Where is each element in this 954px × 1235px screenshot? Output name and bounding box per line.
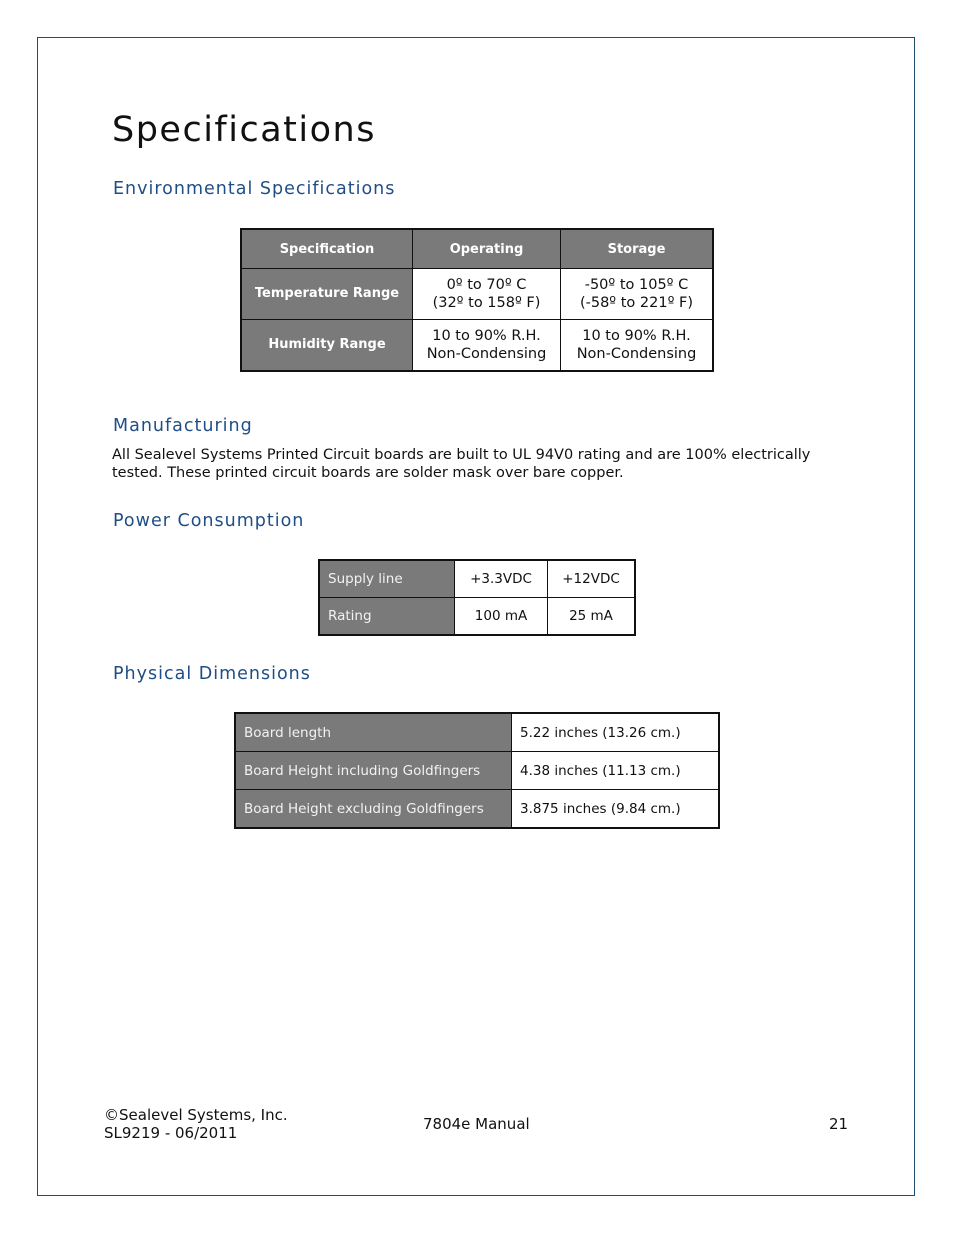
footer-page-number: 21 (829, 1115, 849, 1133)
table-cell: 25 mA (548, 598, 636, 636)
cell-line: 0º to 70º C (446, 277, 527, 293)
dimensions-heading: Physical Dimensions (113, 664, 311, 684)
table-row (235, 790, 719, 829)
footer-manual-title: 7804e Manual (423, 1115, 530, 1133)
column-header: Specification (241, 229, 413, 269)
table-row (235, 713, 719, 752)
power-table (318, 559, 636, 636)
row-header: Temperature Range (241, 269, 413, 320)
row-header: Board length (235, 713, 512, 752)
manufacturing-heading: Manufacturing (113, 416, 253, 436)
cell-line: 10 to 90% R.H. (582, 328, 691, 344)
dimensions-table (234, 712, 720, 829)
footer-doc-id: SL9219 - 06/2011 (104, 1124, 238, 1142)
row-header: Board Height excluding Goldfingers (235, 790, 512, 829)
power-heading: Power Consumption (113, 511, 305, 531)
cell-line: (-58º to 221º F) (579, 295, 694, 311)
table-cell: 5.22 inches (13.26 cm.) (512, 713, 720, 752)
table-row (319, 598, 635, 636)
table-cell: +3.3VDC (455, 560, 548, 598)
table-cell: 4.38 inches (11.13 cm.) (512, 752, 720, 790)
table-cell (413, 320, 561, 372)
environmental-heading: Environmental Specifications (113, 179, 396, 199)
row-header: Board Height including Goldfingers (235, 752, 512, 790)
table-header-row (241, 229, 713, 269)
cell-line: -50º to 105º C (584, 277, 689, 293)
table-cell (561, 269, 714, 320)
row-header: Rating (319, 598, 455, 636)
table-row (241, 320, 713, 372)
manufacturing-text: All Sealevel Systems Printed Circuit boards are built to UL 94V0 rating and are 100% electrically tested. These printed circuit boards are solder mask over bare copper. (112, 447, 811, 481)
table-cell: +12VDC (548, 560, 636, 598)
cell-line: 10 to 90% R.H. (432, 328, 541, 344)
row-header: Humidity Range (241, 320, 413, 372)
table-cell: 100 mA (455, 598, 548, 636)
page-title: Specifications (112, 110, 376, 150)
cell-line: Non-Condensing (576, 346, 697, 362)
table-cell (561, 320, 714, 372)
cell-line: Non-Condensing (426, 346, 547, 362)
column-header: Operating (413, 229, 561, 269)
table-row (319, 560, 635, 598)
table-cell: 3.875 inches (9.84 cm.) (512, 790, 720, 829)
table-row (241, 269, 713, 320)
row-header: Supply line (319, 560, 455, 598)
cell-line: (32º to 158º F) (432, 295, 541, 311)
column-header: Storage (561, 229, 714, 269)
footer-copyright: ©Sealevel Systems, Inc. (104, 1106, 288, 1124)
table-cell (413, 269, 561, 320)
environmental-table (240, 228, 714, 372)
table-row (235, 752, 719, 790)
